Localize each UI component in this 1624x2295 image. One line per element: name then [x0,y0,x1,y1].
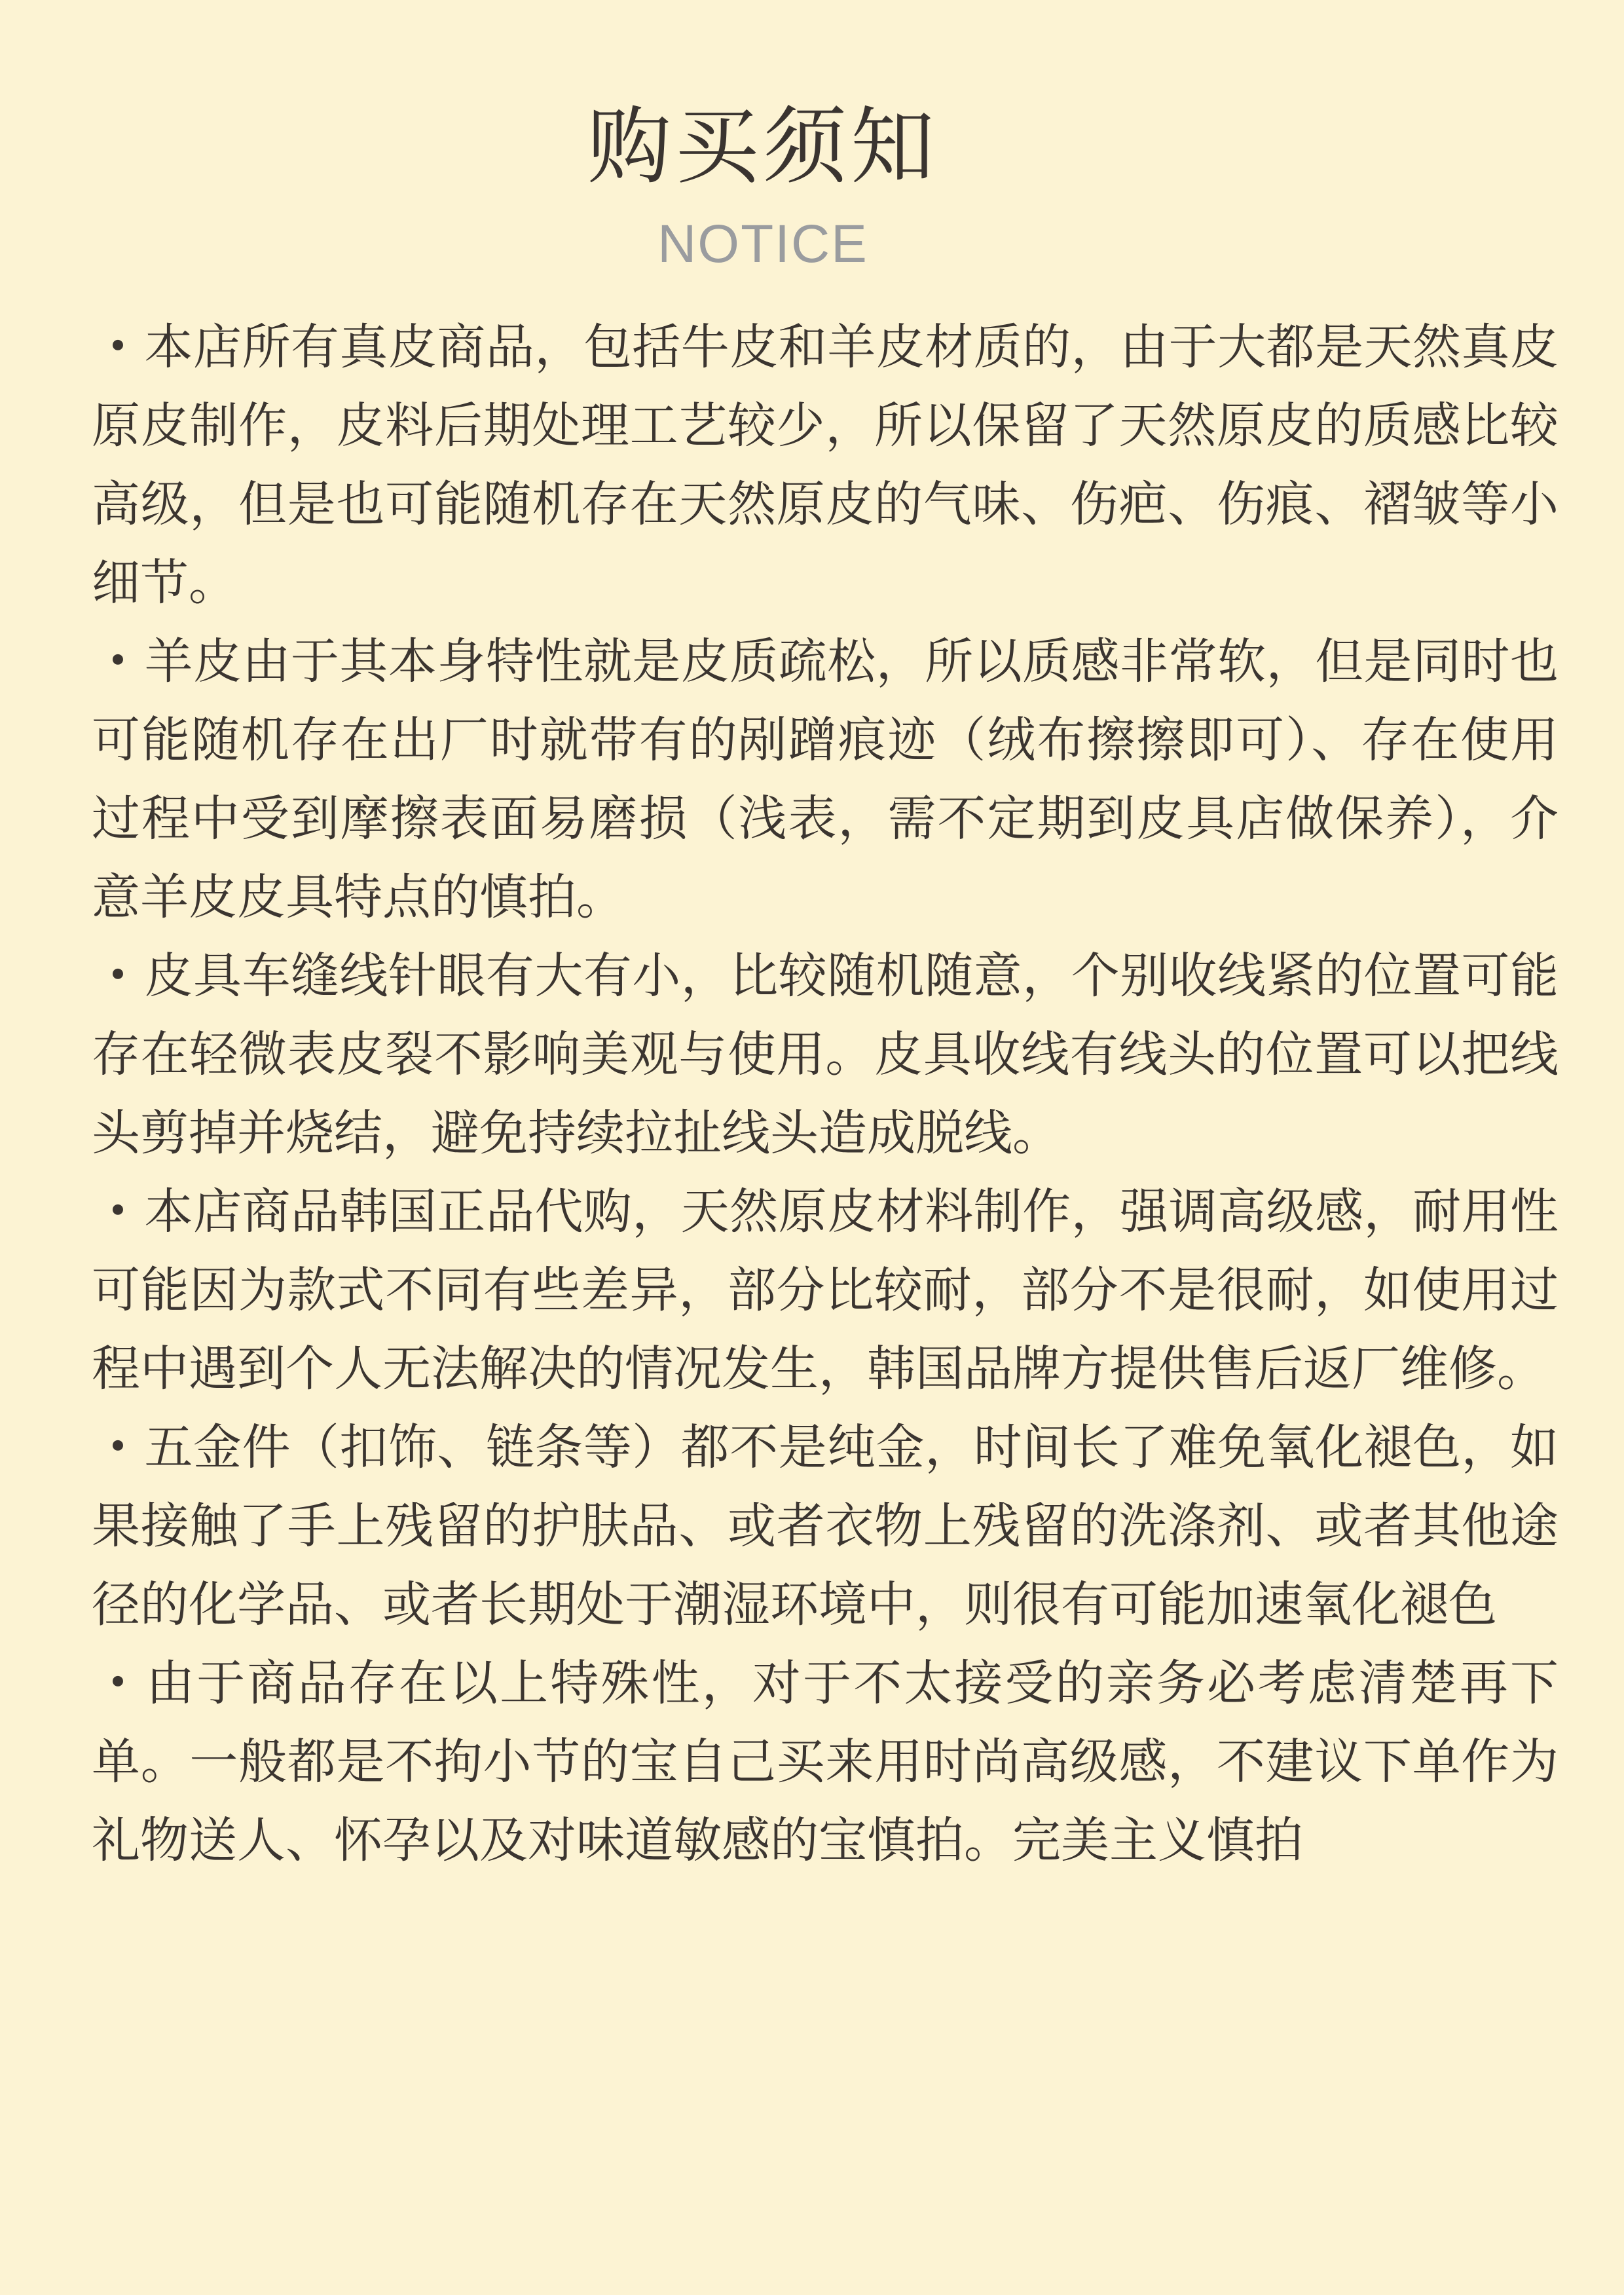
notice-paragraph-5-text: 五金件（扣饰、链条等）都不是纯金，时间长了难免氧化褪色，如果接触了手上残留的护肤品、或者衣物上残留的洗涤剂、或者其他途径的化学品、或者长期处于潮湿环境中，则很有可能加速氧化褪色 [92,1419,1559,1633]
notice-paragraph-2 [92,622,1559,937]
bullet-icon: ・ [94,1655,142,1711]
bullet-icon: ・ [94,1184,142,1240]
notice-body [92,308,1559,1880]
notice-paragraph-3 [92,937,1559,1172]
bullet-icon: ・ [94,948,142,1004]
page-subtitle: NOTICE [657,214,868,274]
notice-paragraph-5 [92,1408,1559,1644]
notice-paragraph-3-text: 皮具车缝线针眼有大有小，比较随机随意，个别收线紧的位置可能存在轻微表皮裂不影响美观与使用。皮具收线有线头的位置可以把线头剪掉并烧结，避免持续拉扯线头造成脱线。 [92,948,1559,1161]
notice-paragraph-4-text: 本店商品韩国正品代购，天然原皮材料制作，强调高级感，耐用性可能因为款式不同有些差异，部分比较耐，部分不是很耐，如使用过程中遇到个人无法解决的情况发生，韩国品牌方提供售后返厂维修。 [92,1184,1559,1397]
notice-paragraph-6-text: 由于商品存在以上特殊性，对于不太接受的亲务必考虑清楚再下单。一般都是不拘小节的宝自己买来用时尚高级感，不建议下单作为礼物送人、怀孕以及对味道敏感的宝慎拍。完美主义慎拍 [92,1655,1559,1869]
bullet-icon: ・ [94,633,142,690]
page-title: 购买须知 [587,98,938,196]
notice-paragraph-4 [92,1172,1559,1408]
notice-paragraph-6 [92,1644,1559,1880]
bullet-icon: ・ [94,319,142,375]
notice-paragraph-2-text: 羊皮由于其本身特性就是皮质疏松，所以质感非常软，但是同时也可能随机存在出厂时就带有的剐蹭痕迹（绒布擦擦即可）、存在使用过程中受到摩擦表面易磨损（浅表，需不定期到皮具店做保养），介意羊皮皮具特点的慎拍。 [92,633,1559,925]
notice-paragraph-1-text: 本店所有真皮商品，包括牛皮和羊皮材质的，由于大都是天然真皮原皮制作，皮料后期处理工艺较少，所以保留了天然原皮的质感比较高级，但是也可能随机存在天然原皮的气味、伤疤、伤痕、褶皱等小细节。 [92,319,1559,611]
bullet-icon: ・ [94,1419,142,1476]
notice-paragraph-1 [92,308,1559,622]
